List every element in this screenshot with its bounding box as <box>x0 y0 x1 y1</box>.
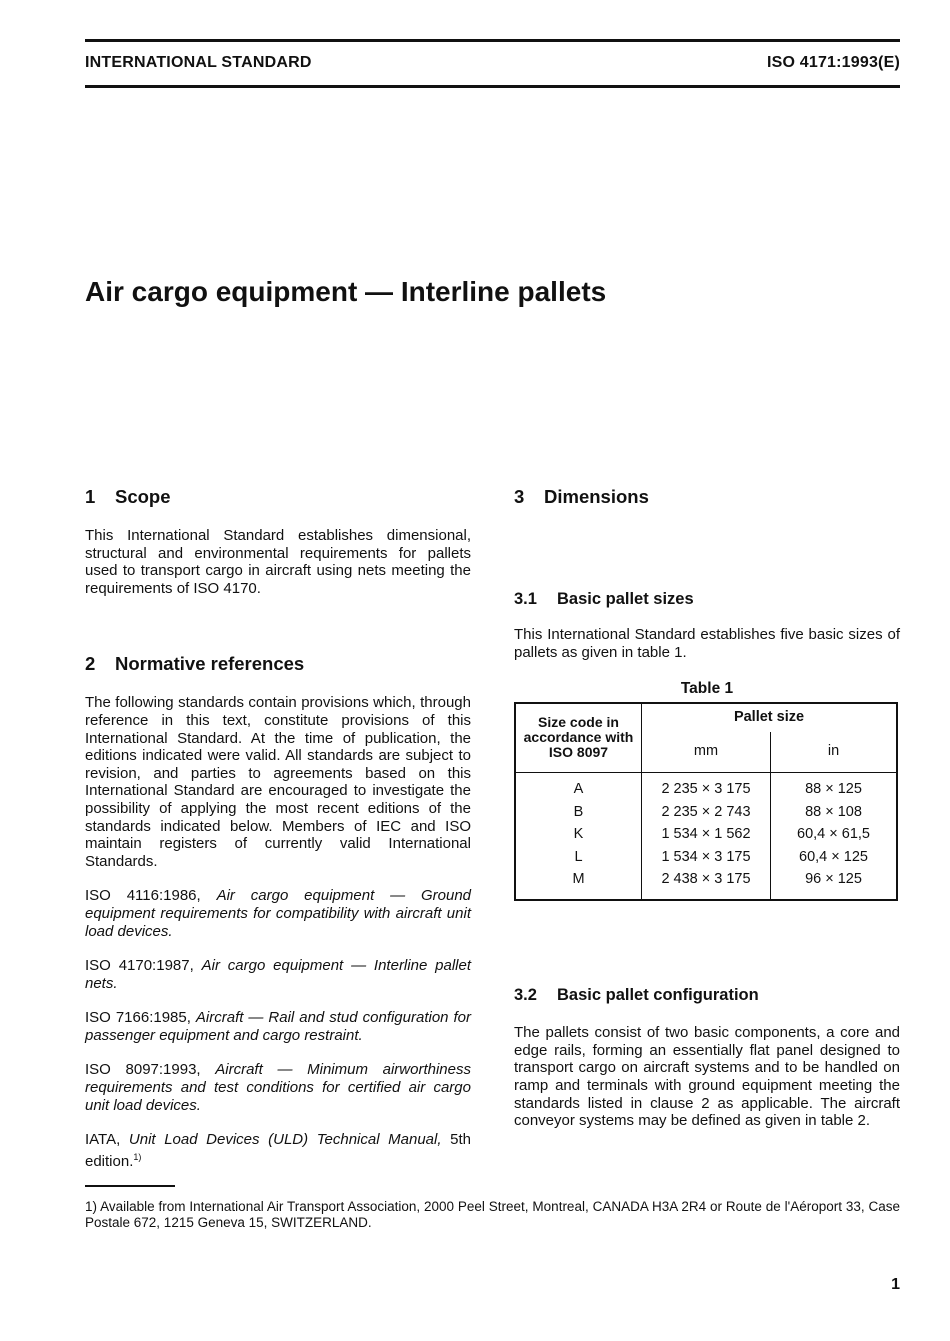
size-code-cell: B <box>515 801 642 824</box>
size-mm-cell: 1 534 × 1 562 <box>642 824 771 847</box>
header-standard-label: INTERNATIONAL STANDARD <box>85 54 312 71</box>
column-header-mm: mm <box>642 732 771 773</box>
column-header-size-code: Size code in accordance with ISO 8097 <box>515 703 642 773</box>
footnote-rule <box>85 1185 175 1187</box>
reference-code: ISO 4116:1986, <box>85 887 201 905</box>
reference-title: Air cargo equipment — Ground equipment requirements for compatibility with aircraft unit load devices. <box>85 887 472 940</box>
size-code-cell: L <box>515 846 642 869</box>
subsection-3-2-number: 3.2 <box>514 986 537 1005</box>
reference-item <box>85 957 471 992</box>
subsection-3-1-text: This International Standard establishes five basic sizes of pallets as given in table 1. <box>514 626 900 661</box>
table-row <box>515 824 897 847</box>
section-2-intro: The following standards contain provisions which, through reference in this text, constitute provisions of this International Standard. At the time of publication, the editions indicated were valid. All standards are subject to revision, and parties to agreements based on this International Standard are encouraged to investigate the possibility of applying the most recent editions of the standards indicated below. Members of IEC and ISO maintain registers of currently valid International Standards. <box>85 694 471 870</box>
reference-code: ISO 8097:1993, <box>85 1061 201 1079</box>
table-row <box>515 772 897 801</box>
document-title: Air cargo equipment — Interline pallets <box>85 276 607 307</box>
footnote-text: 1) Available from International Air Transport Association, 2000 Peel Street, Montreal, CANADA H3A 2R4 or Route de l'Aéroport 33, Case Postale 672, 1215 Geneva 15, SWITZERLAND. <box>85 1199 900 1230</box>
reference-item <box>85 1061 471 1114</box>
size-in-cell: 60,4 × 125 <box>799 848 868 865</box>
table-1-caption: Table 1 <box>680 680 734 698</box>
page-number: 1 <box>891 1276 900 1293</box>
subsection-3-2-title: Basic pallet configuration <box>557 986 759 1005</box>
reference-title: Air cargo equipment — Interline pallet nets. <box>85 957 471 992</box>
column-header-in: in <box>771 732 898 773</box>
section-3-heading <box>514 486 900 508</box>
size-code-cell: M <box>515 869 642 901</box>
table-row <box>515 869 897 901</box>
right-column <box>514 486 900 1130</box>
section-3-title: Dimensions <box>544 486 649 507</box>
reference-code: ISO 7166:1985, <box>85 1009 191 1027</box>
section-2-heading <box>85 653 471 675</box>
reference-item <box>85 887 471 940</box>
size-in-cell: 96 × 125 <box>805 871 862 888</box>
size-code-cell: A <box>515 772 642 801</box>
reference-item <box>85 1009 471 1044</box>
left-column <box>85 486 471 1170</box>
reference-item <box>85 1131 471 1170</box>
size-in-cell: 88 × 108 <box>805 803 862 820</box>
header-top-rule <box>85 39 900 42</box>
header-bottom-rule <box>85 85 900 88</box>
subsection-3-2-heading <box>514 985 900 1005</box>
subsection-3-2-text: The pallets consist of two basic components, a core and edge rails, forming an essentially flat panel designed to transport cargo on aircraft systems and to be handled on ramp and terminals with ground equipment meeting the standards listed in clause 2 as applicable. The aircraft conveyor systems may be defined as given in table 2. <box>514 1024 900 1130</box>
table-row <box>515 846 897 869</box>
size-mm-cell: 2 438 × 3 175 <box>642 869 771 901</box>
size-in-cell: 88 × 125 <box>805 781 862 798</box>
reference-title: Aircraft — Rail and stud configuration for passenger equipment and cargo restraint. <box>85 1009 472 1044</box>
pallet-sizes-table <box>514 702 898 902</box>
footnote-marker: 1) <box>133 1151 142 1162</box>
table-row <box>515 801 897 824</box>
reference-edition: 5th edition. <box>85 1131 472 1170</box>
size-mm-cell: 2 235 × 3 175 <box>642 772 771 801</box>
size-in-cell: 60,4 × 61,5 <box>797 826 870 843</box>
subsection-3-1-heading <box>514 589 900 609</box>
reference-title: Unit Load Devices (ULD) Technical Manual, <box>128 1131 442 1149</box>
reference-code: IATA, <box>85 1131 121 1149</box>
size-mm-cell: 2 235 × 2 743 <box>642 801 771 824</box>
table-header-row <box>515 703 897 732</box>
reference-title: Aircraft — Minimum airworthiness requirements and test conditions for certified air cargo unit load devices. <box>85 1061 471 1114</box>
section-3-number: 3 <box>514 486 525 507</box>
column-header-pallet-size: Pallet size <box>733 708 805 725</box>
subsection-3-1-title: Basic pallet sizes <box>557 590 694 608</box>
header-document-number: ISO 4171:1993(E) <box>766 54 900 71</box>
section-2-number: 2 <box>85 653 96 675</box>
subsection-3-1-number: 3.1 <box>514 590 537 608</box>
section-1-number: 1 <box>85 486 96 507</box>
reference-code: ISO 4170:1987, <box>85 957 194 975</box>
section-1-title: Scope <box>115 486 171 507</box>
section-1-text: This International Standard establishes dimensional, structural and environmental requirements for pallets used to transport cargo in aircraft using nets meeting the requirements of ISO 4170. <box>85 527 471 597</box>
section-1-heading <box>85 486 471 508</box>
size-mm-cell: 1 534 × 3 175 <box>642 846 771 869</box>
size-code-cell: K <box>515 824 642 847</box>
section-2-title: Normative references <box>115 653 305 675</box>
